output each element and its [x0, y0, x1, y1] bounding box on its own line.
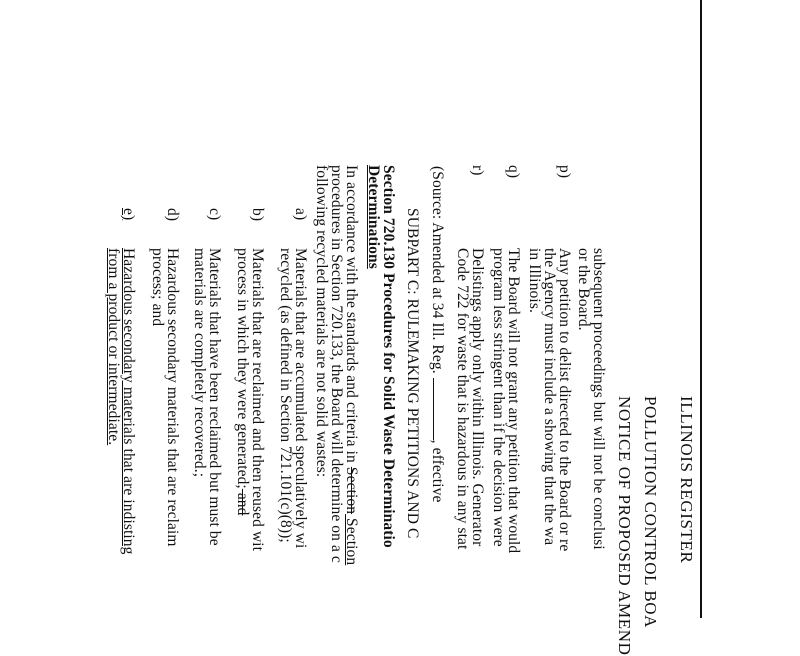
section-intro-inserted-text: Section: [343, 514, 360, 566]
item-p-line-1: Any petition to delist directed to the Board or re: [556, 248, 573, 552]
item-r-line-2: Code 722 for waste that is hazardous in any stat: [454, 248, 471, 550]
item-label-p: p): [556, 165, 573, 179]
source-note: [429, 166, 445, 502]
criteria-label-b: b): [249, 208, 266, 222]
item-label-r: r): [469, 165, 486, 176]
section-heading-line-1: Section 720.130 Procedures for Solid Waste Determinatio: [380, 165, 397, 548]
criteria-e-line-2: from a product or intermediate.: [105, 248, 122, 446]
item-p-line-2: the Agency must include a showing that the wa: [541, 248, 558, 546]
criteria-label-e: e): [120, 208, 137, 221]
section-intro-line-3: following recycled materials are not solid wastes:: [313, 165, 330, 478]
criteria-label-d: d): [164, 208, 181, 222]
criteria-c-punctuation-edit: .;: [191, 468, 208, 478]
criteria-b-line-1: Materials that are reclaimed and then reused wit: [249, 248, 266, 552]
criteria-c-line-2: [191, 248, 207, 477]
intro-line-1: subsequent proceedings but will not be conclusi: [590, 248, 607, 550]
section-intro-deleted-text: Section: [343, 466, 360, 515]
item-p-line-3: in Illinois.: [526, 248, 543, 313]
subpart-title: SUBPART C: RULEMAKING PETITIONS AND C: [404, 208, 421, 539]
item-r-line-1: Delistings apply only within Illinois. Generator: [469, 248, 486, 547]
section-intro-line-2: procedures in Section 720.133, the Board will determine on a c: [328, 165, 345, 563]
notice-title: NOTICE OF PROPOSED AMEND: [615, 396, 634, 656]
section-intro-line-1: [343, 165, 359, 565]
register-title: ILLINOIS REGISTER: [677, 396, 696, 564]
criteria-d-line-2: process; and: [149, 248, 166, 327]
criteria-label-a: a): [292, 208, 309, 221]
criteria-label-c: c): [206, 208, 223, 221]
criteria-e-line-1: Hazardous secondary materials that are indisting: [120, 248, 137, 555]
section-intro-text-a: In accordance with the standards and criteria in: [343, 165, 360, 467]
criteria-a-line-1: Materials that are accumulated speculatively wi: [292, 248, 309, 549]
criteria-b-line-2: [234, 248, 250, 516]
criteria-c-text: materials are completely recovered: [191, 248, 208, 469]
section-heading-line-2: Determinations: [365, 165, 382, 269]
intro-line-2: or the Board.: [575, 248, 592, 331]
criteria-a-line-2: recycled (as defined in Section 721.101(c)(8));: [277, 248, 294, 543]
source-suffix: , effective: [429, 439, 446, 503]
criteria-d-line-1: Hazardous secondary materials that are reclaim: [164, 248, 181, 547]
item-q-line-1: The Board will not grant any petition that would: [505, 248, 522, 554]
source-prefix: (Source: Amended at 34 Ill. Reg.: [429, 166, 446, 378]
criteria-b-text: process in which they were generated;: [234, 248, 251, 489]
item-label-q: q): [505, 165, 522, 179]
source-date-blank: [433, 378, 445, 440]
criteria-b-deleted-text: and: [234, 488, 251, 516]
item-q-line-2: program less stringent than if the decision were: [490, 248, 507, 547]
board-title: POLLUTION CONTROL BOA: [641, 396, 660, 629]
criteria-c-line-1: Materials that have been reclaimed but must be: [206, 248, 223, 546]
header-rule: [700, 0, 702, 618]
